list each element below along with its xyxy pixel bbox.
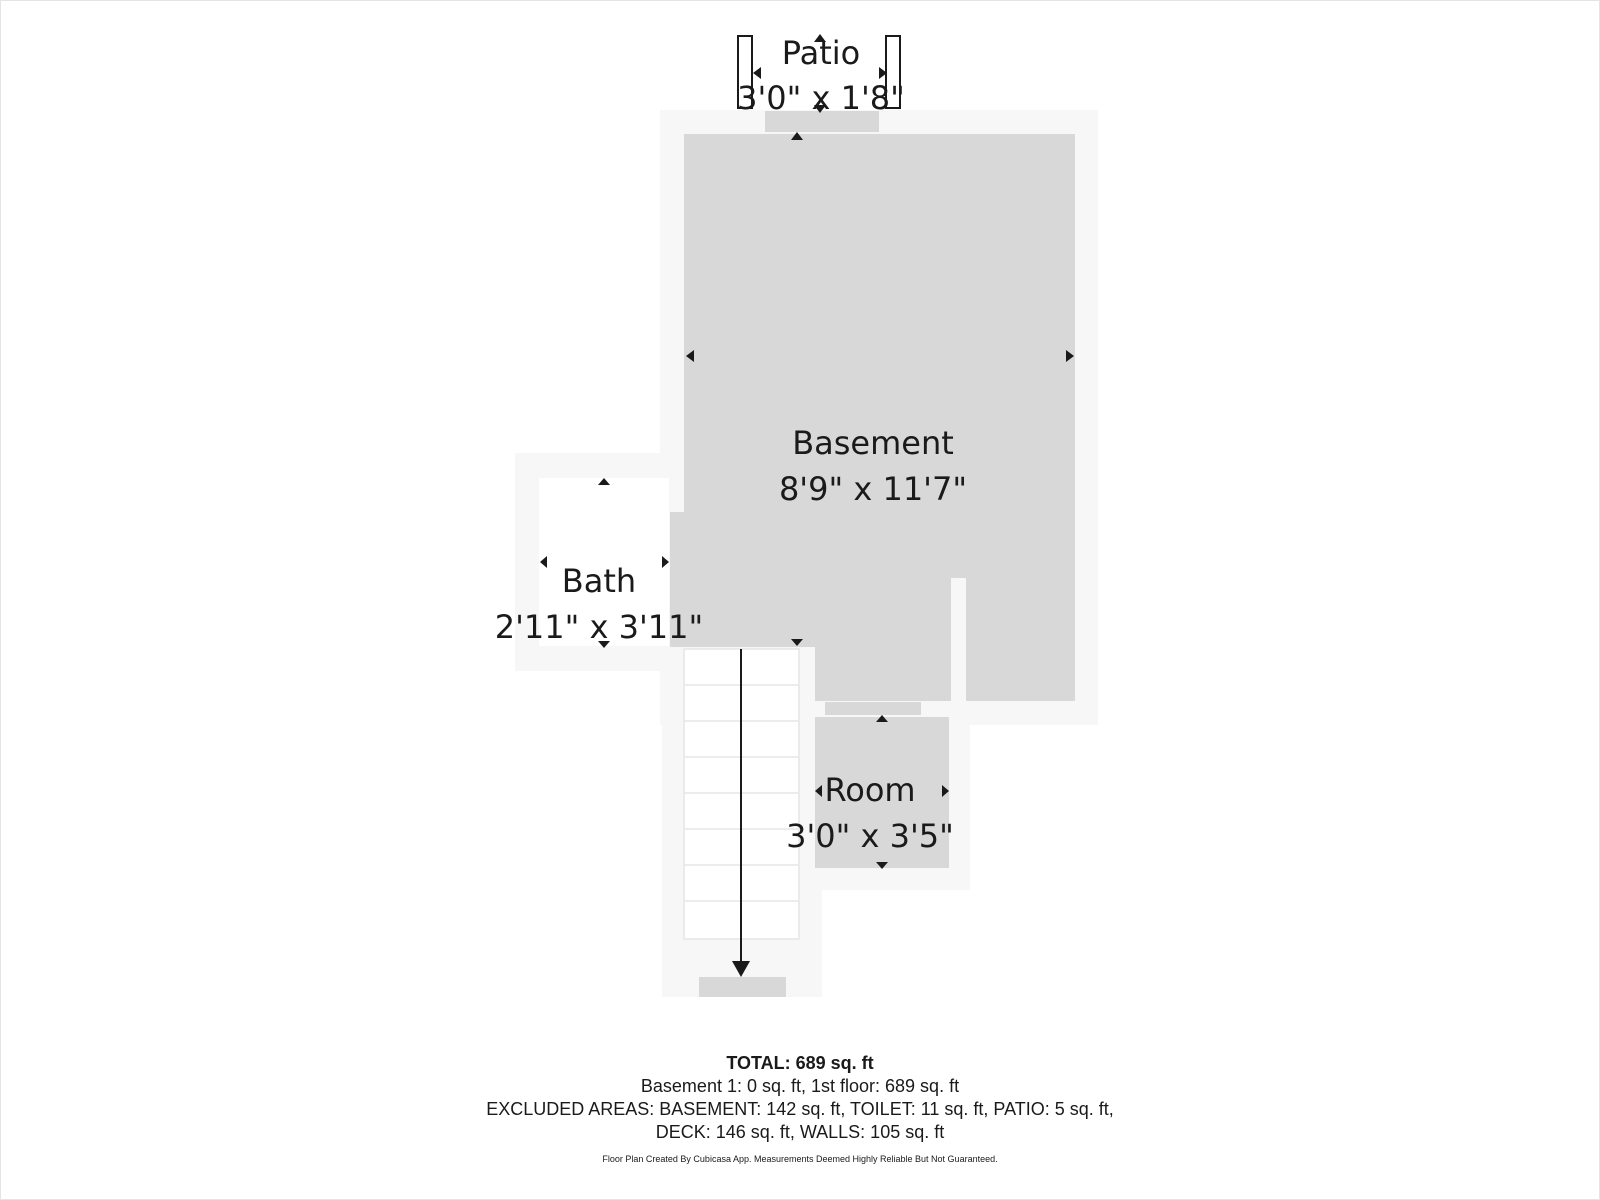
patio-name: Patio (781, 34, 861, 72)
stair-landing (699, 977, 786, 997)
floor-breakdown: Basement 1: 0 sq. ft, 1st floor: 689 sq. ft (640, 1076, 960, 1096)
room-dims: 3'0" x 3'5" (786, 817, 954, 855)
basement-name: Basement (792, 424, 954, 462)
basement-floor (684, 134, 1075, 701)
bath-name: Bath (561, 562, 637, 600)
room-door (825, 702, 921, 715)
total-area: TOTAL: 689 sq. ft (726, 1053, 874, 1073)
excluded-areas-line2: DECK: 146 sq. ft, WALLS: 105 sq. ft (655, 1122, 945, 1142)
basement-dims: 8'9" x 11'7" (778, 470, 968, 508)
room-name: Room (824, 771, 916, 809)
credit-note: Floor Plan Created By Cubicasa App. Measurements Deemed Highly Reliable But Not Guaranteed. (602, 1154, 998, 1164)
excluded-areas-line1: EXCLUDED AREAS: BASEMENT: 142 sq. ft, TOILET: 11 sq. ft, PATIO: 5 sq. ft, (486, 1099, 1114, 1119)
bath-dims: 2'11" x 3'11" (494, 608, 704, 646)
patio-dims: 3'0" x 1'8" (737, 79, 905, 117)
area-summary (0, 1052, 1600, 1164)
